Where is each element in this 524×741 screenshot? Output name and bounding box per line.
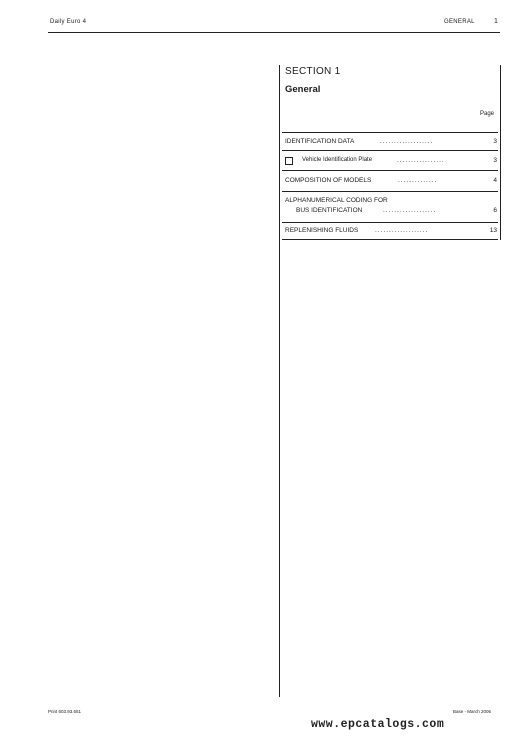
toc-entry-bus-identification[interactable]: BUS IDENTIFICATION — [296, 207, 363, 214]
toc-page-number: 4 — [493, 177, 497, 184]
column-divider — [279, 65, 280, 697]
page-column-label: Page — [480, 111, 495, 117]
toc-entry-vehicle-identification-plate[interactable]: Vehicle Identification Plate — [302, 157, 373, 163]
toc-page-number: 13 — [489, 227, 497, 234]
toc-leader-dots: ................... — [383, 207, 437, 214]
toc-divider — [282, 150, 498, 151]
toc-leader-dots: ................... — [380, 138, 434, 145]
toc-page-number: 3 — [493, 157, 497, 164]
toc-divider — [282, 239, 498, 240]
section-title: SECTION 1 — [285, 66, 341, 77]
watermark: www.epcatalogs.com — [311, 718, 445, 731]
toc-entry-alphanumerical-coding[interactable]: ALPHANUMERICAL CODING FOR — [285, 197, 388, 204]
toc-leader-dots: ................... — [375, 227, 429, 234]
toc-page-number: 3 — [493, 138, 497, 145]
header-title: Daily Euro 4 — [50, 19, 87, 25]
toc-divider — [282, 222, 498, 223]
toc-page-number: 6 — [493, 207, 497, 214]
toc-divider — [282, 191, 498, 192]
toc-divider — [282, 170, 498, 171]
toc-right-border — [500, 65, 501, 240]
checkbox-icon — [285, 157, 293, 165]
header-rule — [48, 32, 500, 33]
footer-print-code: Print 603.93.651 — [48, 709, 82, 714]
header-page-number: 1 — [494, 18, 498, 25]
toc-divider — [282, 132, 498, 133]
section-subtitle: General — [285, 84, 321, 95]
toc-leader-dots: ................. — [397, 157, 445, 164]
footer-edition: Base - March 2006 — [453, 709, 492, 714]
toc-entry-composition-of-models[interactable]: COMPOSITION OF MODELS — [285, 177, 372, 184]
toc-leader-dots: .............. — [398, 177, 438, 184]
toc-entry-replenishing-fluids[interactable]: REPLENISHING FLUIDS — [285, 227, 359, 234]
header-section: GENERAL — [444, 19, 475, 25]
toc-entry-identification-data[interactable]: IDENTIFICATION DATA — [285, 138, 355, 145]
